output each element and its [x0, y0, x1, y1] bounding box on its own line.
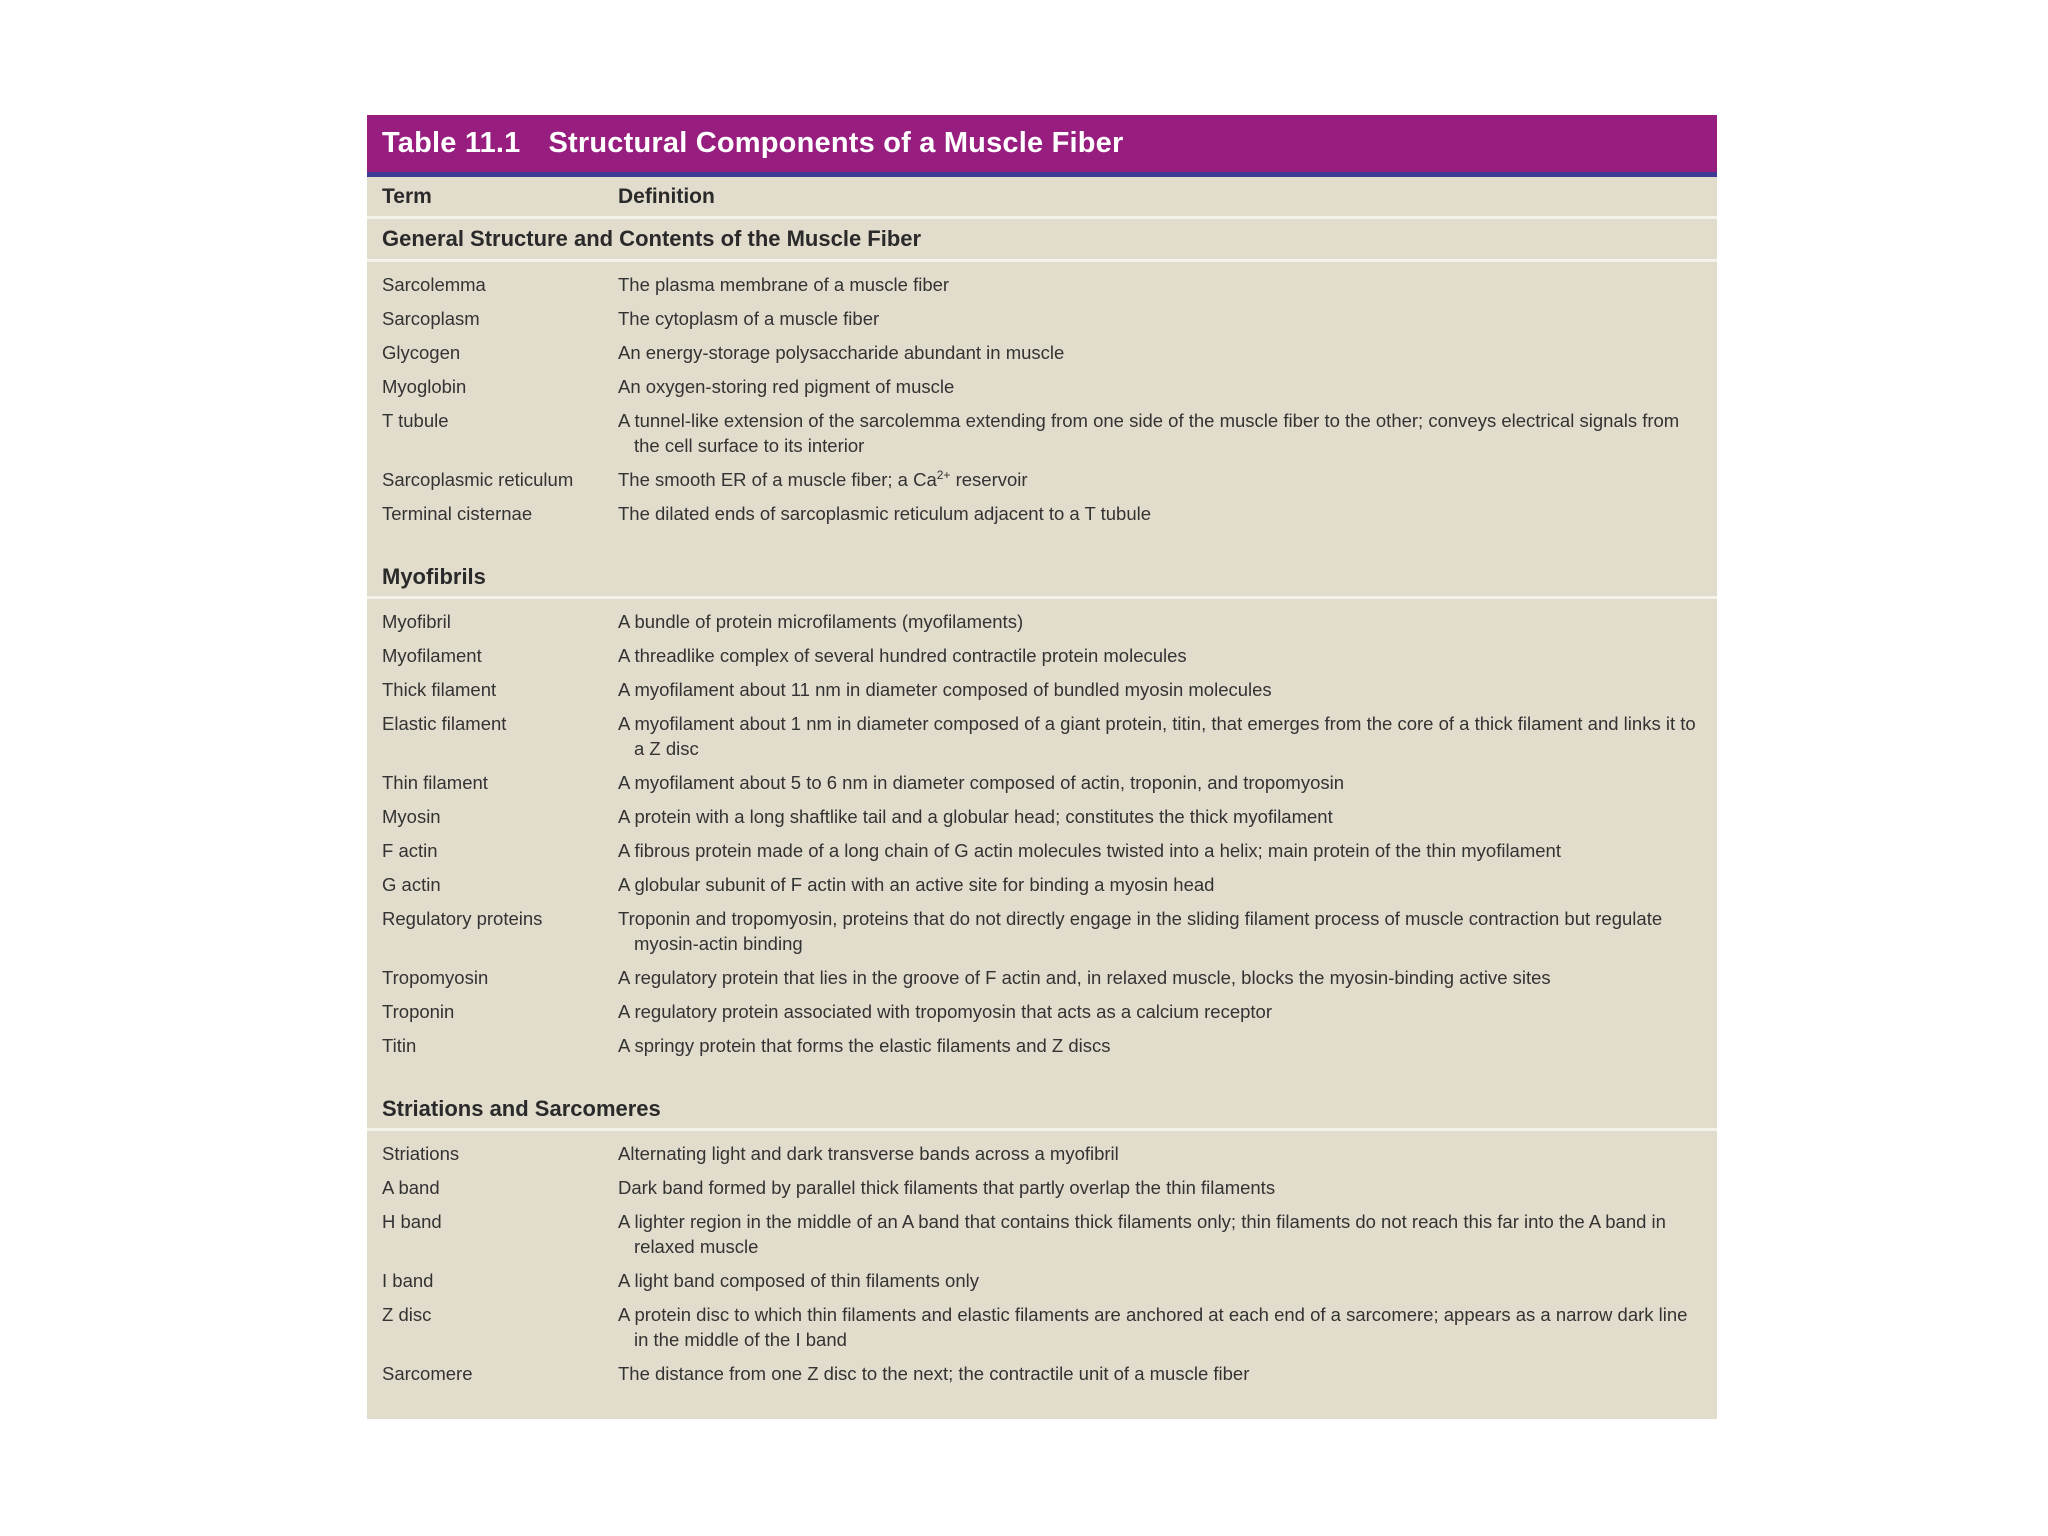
- definition-superscript: 2+: [936, 467, 951, 482]
- table-row: [367, 1361, 1717, 1386]
- definition-main: A regulatory protein associated with tropomyosin that acts as a calcium receptor: [618, 1001, 1272, 1022]
- definition-main: A fibrous protein made of a long chain of G actin molecules twisted into a helix; main protein of the thin myofilament: [618, 840, 1561, 861]
- definition-cell: [618, 838, 1717, 863]
- definition-text: [618, 770, 1699, 795]
- definition-cell: [618, 1268, 1717, 1293]
- definition-cell: [618, 374, 1717, 399]
- term-cell: Thick filament: [382, 679, 497, 700]
- definition-suffix: reservoir: [950, 469, 1028, 490]
- definition-main: A light band composed of thin filaments only: [618, 1270, 979, 1291]
- column-header-definition: Definition: [618, 184, 715, 208]
- table-row: [367, 272, 1717, 297]
- definition-cell: [618, 340, 1717, 365]
- table-row: [367, 306, 1717, 331]
- table-header: [367, 115, 1717, 177]
- term-cell: Titin: [382, 1035, 417, 1056]
- definition-text: [618, 1209, 1699, 1259]
- term-cell: Sarcomere: [382, 1363, 473, 1384]
- definition-cell: [618, 999, 1717, 1024]
- definition-cell: [618, 408, 1717, 458]
- term-cell: Striations: [382, 1143, 460, 1164]
- definition-cell: [618, 677, 1717, 702]
- table-row: [367, 711, 1717, 761]
- definition-main: A lighter region in the middle of an A band that contains thick filaments only; thin filaments do not reach this far into the A band in relaxed muscle: [618, 1211, 1666, 1257]
- definition-main: A tunnel-like extension of the sarcolemma extending from one side of the muscle fiber to the other; conveys electrical signals from the cell surface to its interior: [618, 410, 1680, 456]
- table-row: [367, 374, 1717, 399]
- definition-main: A myofilament about 5 to 6 nm in diameter composed of actin, troponin, and tropomyosin: [618, 772, 1345, 793]
- table-row: [367, 804, 1717, 829]
- table-row: [367, 340, 1717, 365]
- section-rows: [367, 599, 1717, 1076]
- definition-text: [618, 408, 1699, 458]
- definition-cell: [618, 1302, 1717, 1352]
- term-cell: Tropomyosin: [382, 967, 489, 988]
- term-cell: T tubule: [382, 410, 449, 431]
- definition-text: [618, 501, 1699, 526]
- table-row: [367, 408, 1717, 458]
- definition-text: [618, 374, 1699, 399]
- table-row: [367, 999, 1717, 1024]
- table-row: [367, 1175, 1717, 1200]
- table-row: [367, 770, 1717, 795]
- definition-main: A protein disc to which thin filaments and elastic filaments are anchored at each end of a sarcomere; appears as a narrow dark line in the middle of the I band: [618, 1304, 1688, 1350]
- definition-text: [618, 1033, 1699, 1058]
- term-cell: Glycogen: [382, 342, 461, 363]
- table-row: [367, 643, 1717, 668]
- table-row: [367, 467, 1717, 492]
- definition-cell: [618, 306, 1717, 331]
- definition-main: The smooth ER of a muscle fiber; a Ca: [618, 469, 937, 490]
- definition-text: [618, 306, 1699, 331]
- section-title: Myofibrils: [367, 544, 1717, 599]
- term-cell: Myoglobin: [382, 376, 467, 397]
- term-cell: Terminal cisternae: [382, 503, 533, 524]
- definition-cell: [618, 804, 1717, 829]
- table-row: [367, 609, 1717, 634]
- term-cell: F actin: [382, 840, 438, 861]
- table-body: [367, 219, 1717, 1419]
- definition-cell: [618, 1141, 1717, 1166]
- table-row: [367, 838, 1717, 863]
- definition-main: A springy protein that forms the elastic filaments and Z discs: [618, 1035, 1111, 1056]
- term-cell: I band: [382, 1270, 434, 1291]
- definition-text: [618, 609, 1699, 634]
- definition-text: [618, 838, 1699, 863]
- table-row: [367, 1141, 1717, 1166]
- definition-text: [618, 872, 1699, 897]
- definition-main: A bundle of protein microfilaments (myofilaments): [618, 611, 1024, 632]
- definition-main: A myofilament about 11 nm in diameter composed of bundled myosin molecules: [618, 679, 1272, 700]
- table-row: [367, 677, 1717, 702]
- definition-cell: [618, 609, 1717, 634]
- definition-text: [618, 1302, 1699, 1352]
- definition-cell: [618, 1033, 1717, 1058]
- definition-text: [618, 1361, 1699, 1386]
- definition-text: [618, 467, 1699, 492]
- definition-main: Dark band formed by parallel thick filaments that partly overlap the thin filaments: [618, 1177, 1276, 1198]
- column-headers: [367, 177, 1717, 219]
- table-row: [367, 1302, 1717, 1352]
- definition-text: [618, 1175, 1699, 1200]
- term-cell: Regulatory proteins: [382, 908, 543, 929]
- definition-main: Troponin and tropomyosin, proteins that do not directly engage in the sliding filament process of muscle contraction but regulate myosin-actin binding: [618, 908, 1663, 954]
- table-row: [367, 1033, 1717, 1058]
- table-number: Table 11.1: [382, 127, 521, 159]
- term-cell: Myofibril: [382, 611, 451, 632]
- section-title: Striations and Sarcomeres: [367, 1076, 1717, 1131]
- definition-text: [618, 272, 1699, 297]
- definition-text: [618, 643, 1699, 668]
- definition-cell: [618, 1209, 1717, 1259]
- definition-text: [618, 1268, 1699, 1293]
- term-cell: Myosin: [382, 806, 441, 827]
- definition-main: A regulatory protein that lies in the groove of F actin and, in relaxed muscle, blocks the myosin-binding active sites: [618, 967, 1551, 988]
- table-row: [367, 1209, 1717, 1259]
- definition-cell: [618, 643, 1717, 668]
- definition-text: [618, 711, 1699, 761]
- definition-main: A protein with a long shaftlike tail and a globular head; constitutes the thick myofilament: [618, 806, 1333, 827]
- definition-main: The plasma membrane of a muscle fiber: [618, 274, 950, 295]
- definition-text: [618, 340, 1699, 365]
- definition-cell: [618, 272, 1717, 297]
- term-cell: Troponin: [382, 1001, 455, 1022]
- table-card: [367, 115, 1717, 1419]
- term-cell: Sarcoplasm: [382, 308, 480, 329]
- section-rows: [367, 262, 1717, 544]
- term-cell: Z disc: [382, 1304, 432, 1325]
- column-header-term: Term: [382, 184, 432, 208]
- term-cell: Myofilament: [382, 645, 482, 666]
- term-cell: G actin: [382, 874, 441, 895]
- definition-cell: [618, 770, 1717, 795]
- term-cell: H band: [382, 1211, 442, 1232]
- definition-main: An energy-storage polysaccharide abundant in muscle: [618, 342, 1065, 363]
- definition-cell: [618, 965, 1717, 990]
- definition-cell: [618, 906, 1717, 956]
- section-rows: [367, 1131, 1717, 1419]
- definition-text: [618, 906, 1699, 956]
- definition-cell: [618, 711, 1717, 761]
- definition-cell: [618, 467, 1717, 492]
- definition-cell: [618, 1175, 1717, 1200]
- table-row: [367, 965, 1717, 990]
- term-cell: A band: [382, 1177, 440, 1198]
- definition-text: [618, 965, 1699, 990]
- term-cell: Sarcolemma: [382, 274, 486, 295]
- definition-main: A globular subunit of F actin with an active site for binding a myosin head: [618, 874, 1215, 895]
- definition-main: The dilated ends of sarcoplasmic reticulum adjacent to a T tubule: [618, 503, 1152, 524]
- definition-main: Alternating light and dark transverse bands across a myofibril: [618, 1143, 1119, 1164]
- definition-cell: [618, 501, 1717, 526]
- definition-text: [618, 677, 1699, 702]
- definition-main: An oxygen-storing red pigment of muscle: [618, 376, 955, 397]
- definition-main: A myofilament about 1 nm in diameter composed of a giant protein, titin, that emerges from the core of a thick filament and links it to a Z disc: [618, 713, 1696, 759]
- table-row: [367, 501, 1717, 526]
- definition-text: [618, 1141, 1699, 1166]
- section-title: General Structure and Contents of the Muscle Fiber: [367, 219, 1717, 262]
- table-row: [367, 906, 1717, 956]
- table-title: Structural Components of a Muscle Fiber: [548, 127, 1124, 159]
- term-cell: Thin filament: [382, 772, 488, 793]
- definition-cell: [618, 872, 1717, 897]
- definition-cell: [618, 1361, 1717, 1386]
- definition-main: The distance from one Z disc to the next; the contractile unit of a muscle fiber: [618, 1363, 1250, 1384]
- definition-text: [618, 999, 1699, 1024]
- definition-main: A threadlike complex of several hundred contractile protein molecules: [618, 645, 1187, 666]
- definition-text: [618, 804, 1699, 829]
- term-cell: Elastic filament: [382, 713, 507, 734]
- table-row: [367, 1268, 1717, 1293]
- table-row: [367, 872, 1717, 897]
- term-cell: Sarcoplasmic reticulum: [382, 469, 574, 490]
- definition-main: The cytoplasm of a muscle fiber: [618, 308, 880, 329]
